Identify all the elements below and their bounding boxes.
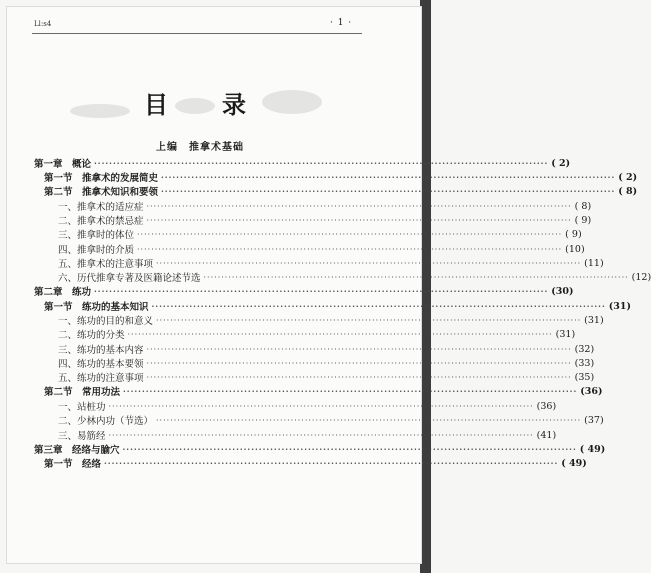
toc-entry-page: (31)	[608, 300, 631, 312]
toc-entry-label: 四、推拿时的介质	[58, 245, 135, 256]
leader-dots: ························································································································	[108, 430, 534, 440]
leader-dots: ························································································································	[146, 215, 572, 225]
toc-entry-item	[58, 327, 576, 341]
leader-dots: ························································································································	[146, 344, 572, 354]
leader-dots: ························································································································	[161, 186, 616, 196]
toc-entry-section	[44, 184, 638, 198]
toc-entry-label: 三、易筋经	[58, 431, 106, 442]
toc-entry-page: (10)	[565, 243, 585, 255]
toc-entry-item	[58, 428, 557, 442]
toc-entry-label: 五、推拿术的注意事项	[58, 259, 154, 270]
leader-dots: ························································································································	[203, 272, 629, 282]
toc-title: 目录	[144, 91, 300, 119]
toc-entry-page: (31)	[584, 314, 604, 326]
toc-entry-label: 第一节 推拿术的发展简史	[44, 173, 159, 184]
toc-entry-label: 三、推拿时的体位	[58, 230, 135, 241]
toc-entry-label: 第二节 常用功法	[44, 387, 121, 398]
leader-dots: ························································································································	[161, 172, 616, 182]
toc-entry-page: (37)	[584, 414, 604, 426]
toc-entry-label: 一、站桩功	[58, 402, 106, 413]
leader-dots: ························································································································	[156, 415, 582, 425]
part-title: 上编 推拿术基础	[156, 142, 244, 153]
running-header: Ll:s4	[34, 20, 52, 28]
toc-entry-page: (31)	[555, 328, 576, 340]
toc-entry-page: ( 2)	[618, 171, 638, 183]
toc-entry-item	[58, 213, 592, 227]
toc-entry-item	[58, 242, 585, 256]
toc-entry-label: 一、推拿术的适应症	[58, 202, 144, 213]
toc-entry-item	[58, 270, 651, 284]
leader-dots: ························································································································	[137, 244, 563, 254]
toc-entry-label: 四、练功的基本要领	[58, 359, 144, 370]
toc-entry-section	[44, 170, 638, 184]
toc-entry-page: (35)	[574, 371, 595, 383]
toc-entry-section	[44, 456, 587, 470]
toc-entry-label: 第一节 经络	[44, 459, 102, 470]
toc-entry-item	[58, 413, 604, 427]
toc-entry-section	[44, 384, 603, 398]
toc-entry-label: 第三章 经络与腧穴	[34, 445, 120, 456]
toc-entry-label: 五、练功的注意事项	[58, 373, 144, 384]
page-number: · 1 ·	[330, 18, 353, 28]
toc-entry-item	[58, 227, 582, 241]
toc-entry-item	[58, 313, 604, 327]
toc-entry-item	[58, 399, 557, 413]
leader-dots: ························································································································	[127, 329, 553, 339]
toc-entry-page: ( 49)	[579, 443, 606, 455]
toc-entry-label: 第一节 练功的基本知识	[44, 302, 149, 313]
toc-entry-item	[58, 256, 604, 270]
toc-entry-page: ( 49)	[561, 457, 587, 469]
toc-entry-page: ( 2)	[551, 157, 571, 169]
toc-entry-page: ( 8)	[618, 185, 638, 197]
toc-entry-label: 一、练功的目的和意义	[58, 316, 154, 327]
toc-entry-chapter	[34, 284, 574, 298]
toc-entry-page: (30)	[551, 285, 574, 297]
toc-entry-label: 第二节 推拿术知识和要领	[44, 187, 159, 198]
toc-entry-section	[44, 299, 631, 313]
toc-entry-page: (36)	[536, 400, 557, 412]
toc-entry-page: (12)	[631, 271, 651, 283]
leader-dots: ························································································································	[94, 158, 549, 168]
toc-entry-label: 二、推拿术的禁忌症	[58, 216, 144, 227]
toc-entry-page: (33)	[574, 357, 595, 369]
leader-dots: ························································································································	[104, 458, 559, 468]
leader-dots: ························································································································	[156, 258, 582, 268]
toc-entry-item	[58, 199, 592, 213]
leader-dots: ························································································································	[156, 315, 582, 325]
leader-dots: ························································································································	[108, 401, 534, 411]
toc-entry-label: 二、少林内功（节选）	[58, 416, 154, 427]
leader-dots: ························································································································	[122, 444, 577, 454]
toc-entry-page: ( 8)	[574, 200, 592, 212]
header-rule	[32, 33, 362, 34]
leader-dots: ························································································································	[146, 372, 572, 382]
toc-entry-page: (32)	[574, 343, 595, 355]
leader-dots: ························································································································	[151, 301, 606, 311]
toc-entry-label: 二、练功的分类	[58, 330, 125, 341]
leader-dots: ························································································································	[146, 201, 572, 211]
toc-entry-page: (11)	[584, 257, 604, 269]
toc-entry-label: 第二章 练功	[34, 287, 92, 298]
leader-dots: ························································································································	[123, 386, 578, 396]
toc-entry-chapter	[34, 442, 606, 456]
toc-entry-page: (41)	[536, 429, 557, 441]
toc-entry-label: 三、练功的基本内容	[58, 345, 144, 356]
leader-dots: ························································································································	[137, 229, 563, 239]
toc-entry-page: ( 9)	[574, 214, 592, 226]
toc-entry-label: 第一章 概论	[34, 159, 92, 170]
toc-entry-item	[58, 342, 595, 356]
toc-entry-item	[58, 370, 595, 384]
toc-entry-page: (36)	[580, 385, 603, 397]
toc-entry-item	[58, 356, 595, 370]
toc-entry-label: 六、历代推拿专著及医籍论述节选	[58, 273, 201, 284]
toc-entry-chapter	[34, 156, 571, 170]
leader-dots: ························································································································	[146, 358, 572, 368]
scan-smudge	[70, 104, 130, 118]
leader-dots: ························································································································	[94, 286, 549, 296]
toc-entry-page: ( 9)	[565, 228, 582, 240]
